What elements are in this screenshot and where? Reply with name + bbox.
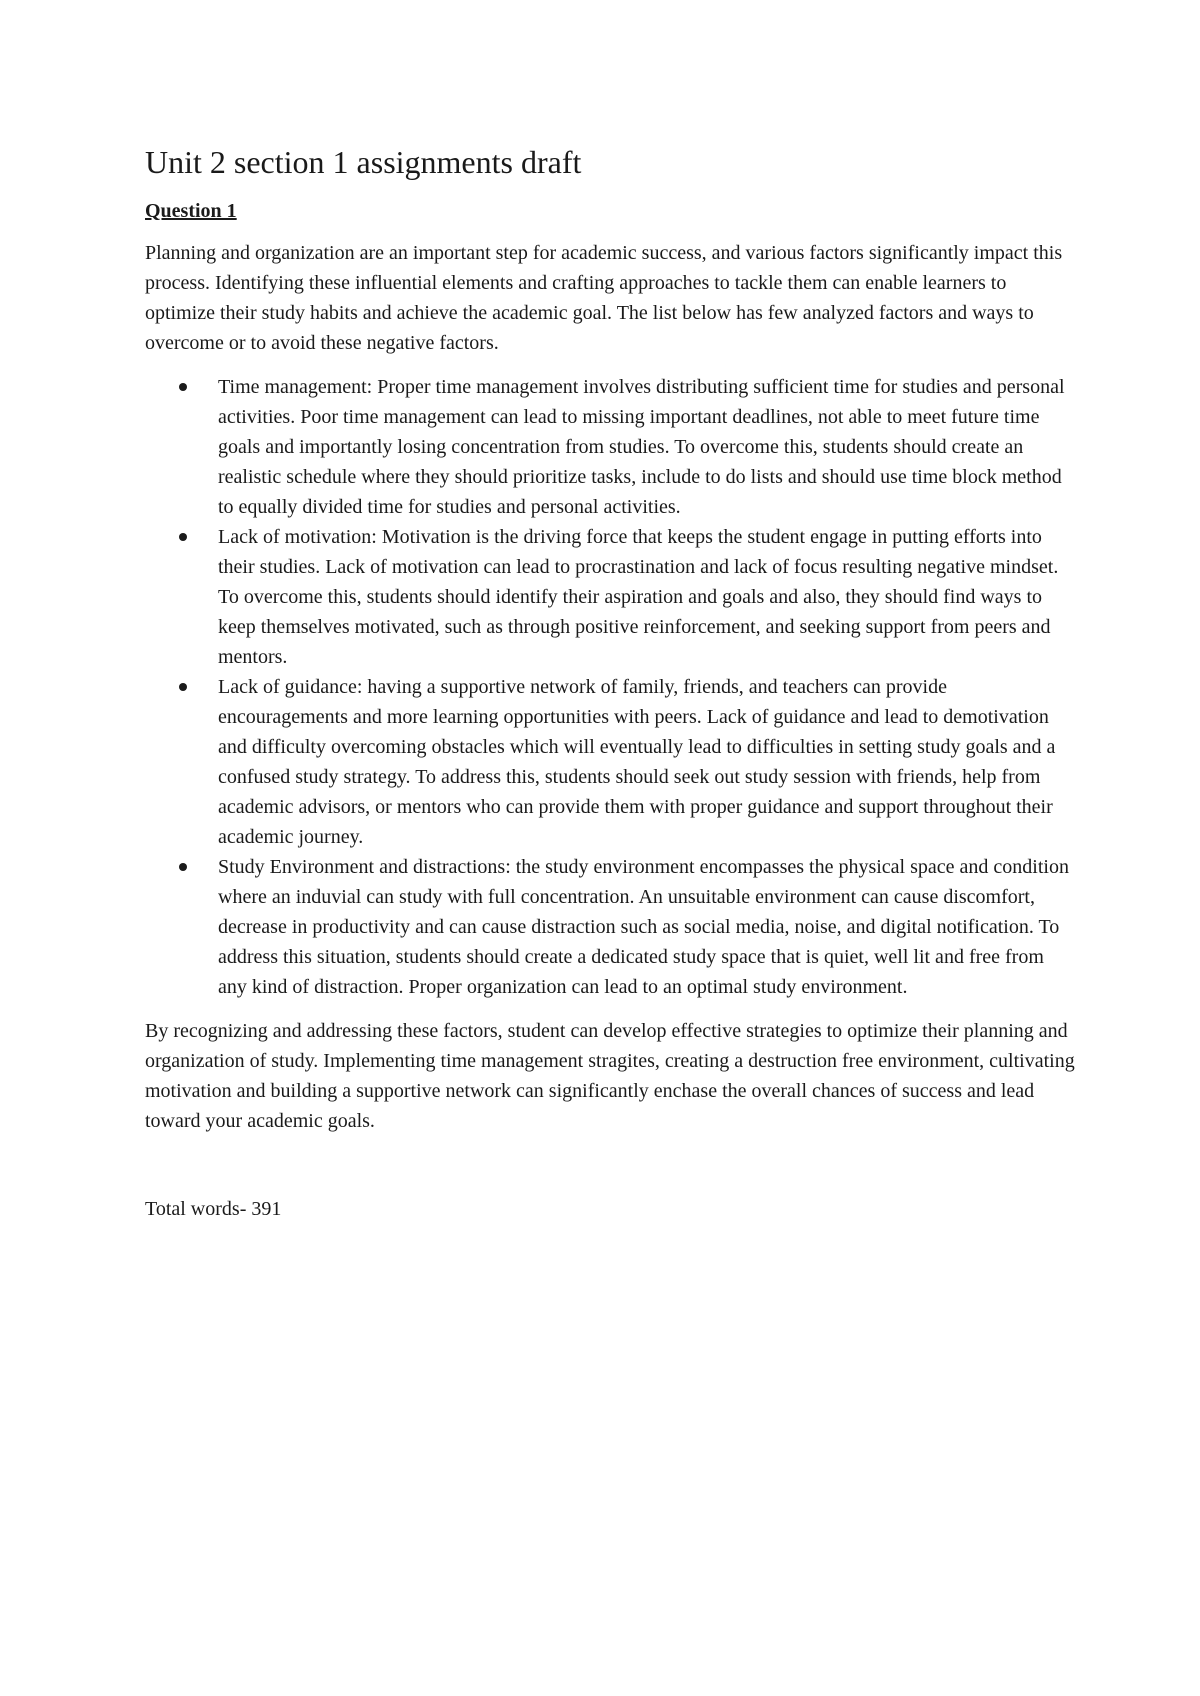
bullet-dot-icon (179, 383, 187, 391)
list-item-lack-of-guidance (145, 672, 1075, 852)
bullet-dot-icon (179, 533, 187, 541)
list-item-lack-of-motivation (145, 522, 1075, 672)
word-count: Total words- 391 (145, 1198, 282, 1220)
conclusion-paragraph: By recognizing and addressing these factors, student can develop effective strategies to optimize their planning and organization of study. Implementing time management stragites, creating a destruction free environment, cultivating motivation and building a supportive network can significantly enchase the overall chances of success and lead toward your academic goals. (145, 1020, 1075, 1132)
list-item-study-environment (145, 852, 1075, 1002)
bullet-dot-icon (179, 863, 187, 871)
list-item-text: Study Environment and distractions: the study environment encompasses the physical space and condition where an induvial can study with full concentration. An unsuitable environment can cause discomfort, decrease in productivity and can cause distraction such as social media, noise, and digital notification. To address this situation, students should create a dedicated study space that is quiet, well lit and free from any kind of distraction. Proper organization can lead to an optimal study environment. (218, 856, 1069, 998)
list-item-text: Lack of motivation: Motivation is the driving force that keeps the student engage in putting efforts into their studies. Lack of motivation can lead to procrastination and lack of focus resulting negative mindset. To overcome this, students should identify their aspiration and goals and also, they should find ways to keep themselves motivated, such as through positive reinforcement, and seeking support from peers and mentors. (218, 526, 1059, 668)
bullet-dot-icon (179, 683, 187, 691)
list-item-time-management (145, 372, 1075, 522)
list-item-text: Time management: Proper time management involves distributing sufficient time for studies and personal activities. Poor time management can lead to missing important deadlines, not able to meet future time goals and importantly losing concentration from studies. To overcome this, students should create an realistic schedule where they should prioritize tasks, include to do lists and should use time block method to equally divided time for studies and personal activities. (218, 376, 1065, 518)
document-title: Unit 2 section 1 assignments draft (145, 144, 582, 180)
factors-list (145, 372, 1075, 1002)
intro-paragraph: Planning and organization are an important step for academic success, and various factors significantly impact this process. Identifying these influential elements and crafting approaches to tackle them can enable learners to optimize their study habits and achieve the academic goal. The list below has few analyzed factors and ways to overcome or to avoid these negative factors. (145, 242, 1063, 354)
question-heading: Question 1 (145, 200, 237, 222)
document-body (145, 142, 1075, 1224)
list-item-text: Lack of guidance: having a supportive network of family, friends, and teachers can provide encouragements and more learning opportunities with peers. Lack of guidance and lead to demotivation and difficulty overcoming obstacles which will eventually lead to difficulties in setting study goals and a confused study strategy. To address this, students should seek out study session with friends, help from academic advisors, or mentors who can provide them with proper guidance and support throughout their academic journey. (218, 676, 1056, 848)
